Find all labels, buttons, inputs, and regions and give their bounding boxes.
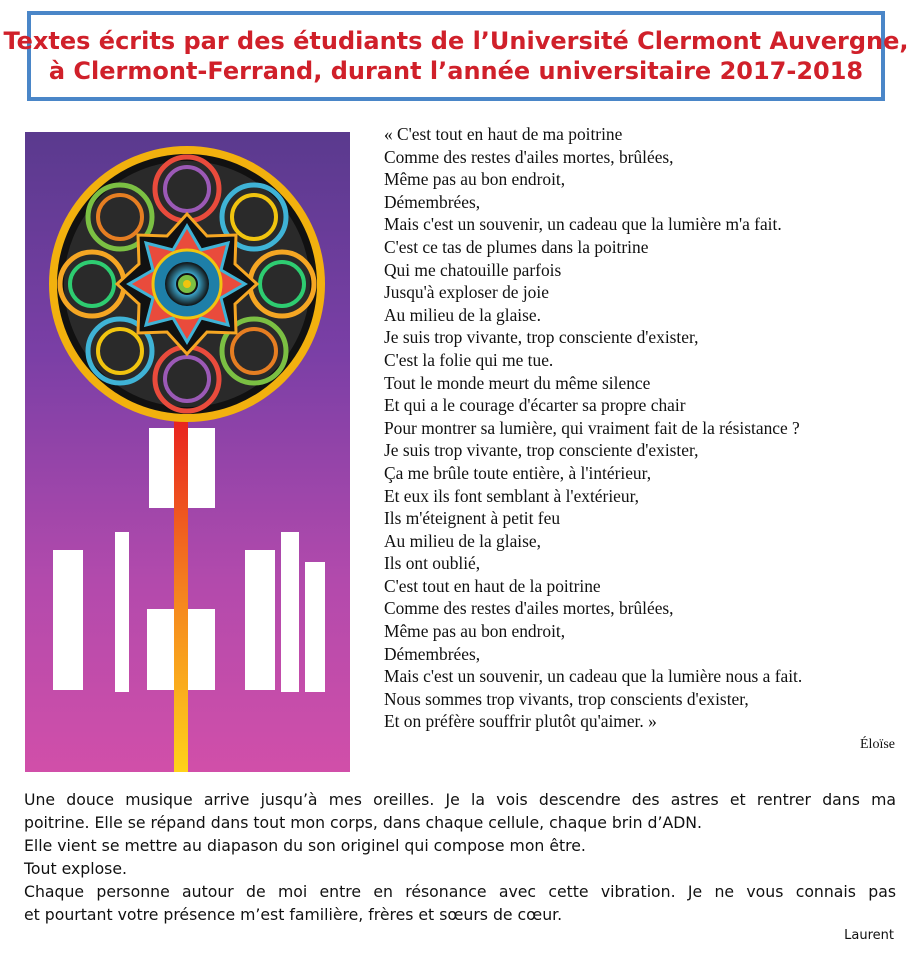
poem-line: « C'est tout en haut de ma poitrine	[384, 124, 623, 144]
prose-line: Chaque personne autour de moi entre en résonance avec cette vibration. Je ne vous connais pas	[24, 882, 896, 901]
title-line-2: à Clermont-Ferrand, durant l’année universitaire 2017-2018	[48, 57, 864, 85]
prose-author: Laurent	[844, 928, 894, 943]
poem-author: Éloïse	[860, 737, 895, 752]
title-box	[3, 11, 909, 101]
prose-paragraph	[24, 788, 896, 926]
poem-line: Nous sommes trop vivants, trop conscients d'exister,	[384, 688, 749, 709]
mandala	[49, 146, 325, 422]
poem-line: Tout le monde meurt du même silence	[384, 372, 651, 393]
poem-line: Jusqu'à exploser de joie	[384, 282, 549, 303]
poem-line: C'est tout en haut de la poitrine	[384, 575, 601, 596]
poem-line: Mais c'est un souvenir, un cadeau que la lumière nous a fait.	[384, 666, 803, 687]
poem-line: Et qui a le courage d'écarter sa propre chair	[384, 395, 686, 416]
poem-line: Démembrées,	[384, 191, 481, 212]
poem-line: Et eux ils font semblant à l'extérieur,	[384, 485, 640, 506]
prose-line: Une douce musique arrive jusqu’à mes oreilles. Je la vois descendre des astres et rentrer dans ma	[24, 790, 896, 809]
title-line-1: Textes écrits par des étudiants de l’Université Clermont Auvergne,	[3, 27, 909, 55]
prose-line: et pourtant votre présence m’est familière, frères et sœurs de cœur.	[24, 905, 563, 924]
poem-line: Je suis trop vivante, trop consciente d'exister,	[384, 440, 699, 461]
poem-line: Démembrées,	[384, 643, 481, 664]
poem-line: C'est ce tas de plumes dans la poitrine	[384, 236, 649, 257]
poem-line: Même pas au bon endroit,	[384, 169, 566, 190]
stem	[174, 420, 188, 772]
poem-line: Qui me chatouille parfois	[384, 259, 562, 280]
prose-line: Tout explose.	[24, 859, 127, 878]
poem-line: Ils ont oublié,	[384, 553, 481, 574]
poem-line: Et on préfère souffrir plutôt qu'aimer. »	[384, 711, 657, 732]
prose-line: Elle vient se mettre au diapason du son originel qui compose mon être.	[24, 836, 586, 855]
poem-line: Au milieu de la glaise,	[384, 530, 541, 551]
poem-line: Ils m'éteignent à petit feu	[384, 508, 561, 529]
poem-line: Je suis trop vivante, trop consciente d'exister,	[384, 327, 699, 348]
poem-line: Au milieu de la glaise.	[384, 304, 541, 325]
poem-line: C'est la folie qui me tue.	[384, 349, 554, 370]
poem	[384, 123, 904, 733]
poem-line: Comme des restes d'ailes mortes, brûlées,	[384, 146, 674, 167]
mandala-illustration	[25, 132, 350, 772]
poem-line: Comme des restes d'ailes mortes, brûlées,	[384, 598, 674, 619]
poem-line: Ça me brûle toute entière, à l'intérieur,	[384, 462, 652, 483]
poem-line: Pour montrer sa lumière, qui vraiment fait de la résistance ?	[384, 417, 800, 438]
prose-line: poitrine. Elle se répand dans tout mon corps, dans chaque cellule, chaque brin d’ADN.	[24, 813, 703, 832]
poem-line: Mais c'est un souvenir, un cadeau que la lumière m'a fait.	[384, 214, 782, 235]
poem-line: Même pas au bon endroit,	[384, 621, 566, 642]
